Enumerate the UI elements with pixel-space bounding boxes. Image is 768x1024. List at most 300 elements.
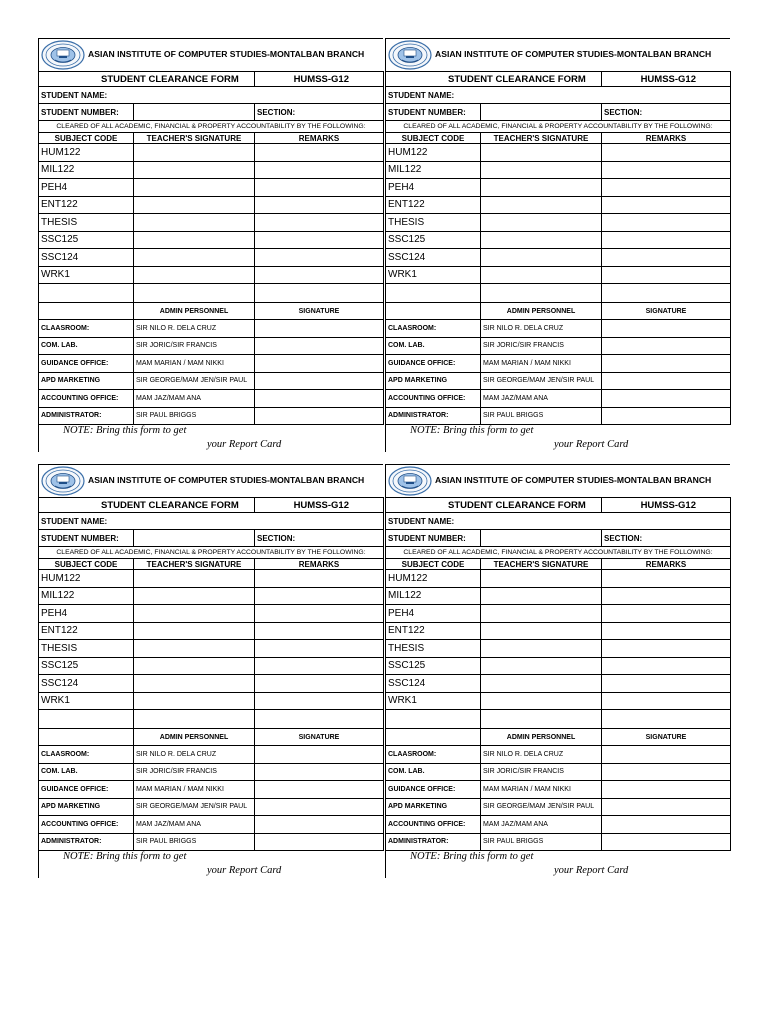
- blank-cell: [134, 284, 255, 303]
- blank-cell: [386, 729, 481, 746]
- admin-office: COM. LAB.: [386, 337, 481, 355]
- admin-row: [39, 390, 384, 408]
- cleared-statement: CLEARED OF ALL ACADEMIC, FINANCIAL & PROPERTY ACCOUNTABILITY BY THE FOLLOWING:: [39, 547, 384, 559]
- teacher-signature-field[interactable]: [134, 640, 255, 658]
- remarks-field[interactable]: [602, 570, 731, 588]
- subject-code: PEH4: [386, 605, 481, 623]
- admin-row: [39, 833, 384, 851]
- remarks-header: REMARKS: [602, 133, 731, 144]
- subject-code-header: SUBJECT CODE: [386, 559, 481, 570]
- blank-cell: [39, 303, 134, 320]
- subject-code: HUM122: [386, 570, 481, 588]
- subject-row: [386, 657, 731, 675]
- remarks-field[interactable]: [602, 179, 731, 197]
- remarks-field[interactable]: [255, 266, 384, 284]
- admin-personnel: SIR JORIC/SIR FRANCIS: [134, 337, 255, 355]
- remarks-field[interactable]: [255, 675, 384, 693]
- teacher-signature-field[interactable]: [134, 214, 255, 232]
- school-seal-icon: [41, 40, 85, 70]
- admin-signature-field[interactable]: [602, 746, 731, 764]
- admin-signature-field[interactable]: [255, 798, 384, 816]
- remarks-field[interactable]: [602, 144, 731, 162]
- student-number-field[interactable]: [134, 530, 255, 547]
- blank-cell: [255, 710, 384, 729]
- clearance-table: [38, 71, 384, 425]
- remarks-field[interactable]: [255, 657, 384, 675]
- remarks-field[interactable]: [602, 161, 731, 179]
- form-title: STUDENT CLEARANCE FORM: [386, 72, 602, 87]
- subject-code: THESIS: [386, 640, 481, 658]
- teacher-signature-field[interactable]: [481, 570, 602, 588]
- teacher-signature-field[interactable]: [481, 161, 602, 179]
- admin-row: [386, 746, 731, 764]
- form-title: STUDENT CLEARANCE FORM: [39, 72, 255, 87]
- note-line-1: NOTE: Bring this form to get: [63, 851, 187, 862]
- student-number-label: STUDENT NUMBER:: [39, 104, 134, 121]
- remarks-field[interactable]: [255, 640, 384, 658]
- subject-code: THESIS: [39, 640, 134, 658]
- student-number-label: STUDENT NUMBER:: [39, 530, 134, 547]
- teacher-signature-field[interactable]: [481, 640, 602, 658]
- admin-signature-field[interactable]: [602, 355, 731, 373]
- clearance-form-1: [38, 38, 383, 452]
- note-line-1: NOTE: Bring this form to get: [410, 425, 534, 436]
- section-label: SECTION:: [602, 530, 731, 547]
- admin-row: [39, 320, 384, 338]
- subject-code: SSC124: [39, 249, 134, 267]
- subject-code: THESIS: [39, 214, 134, 232]
- school-name: ASIAN INSTITUTE OF COMPUTER STUDIES-MONTALBAN BRANCH: [88, 475, 365, 485]
- student-number-field[interactable]: [481, 104, 602, 121]
- remarks-field[interactable]: [255, 570, 384, 588]
- remarks-header: REMARKS: [255, 559, 384, 570]
- clearance-form-4: [385, 464, 730, 878]
- admin-signature-field[interactable]: [255, 320, 384, 338]
- teacher-signature-field[interactable]: [481, 214, 602, 232]
- teacher-signature-field[interactable]: [481, 249, 602, 267]
- subject-row: [386, 144, 731, 162]
- admin-row: [386, 320, 731, 338]
- admin-office: CLAASROOM:: [39, 320, 134, 338]
- school-seal-icon: [41, 466, 85, 496]
- teacher-signature-field[interactable]: [134, 622, 255, 640]
- blank-cell: [39, 710, 134, 729]
- subject-row: [386, 570, 731, 588]
- form-header: [38, 38, 383, 71]
- subject-row: [386, 266, 731, 284]
- subject-code: THESIS: [386, 214, 481, 232]
- remarks-field[interactable]: [255, 605, 384, 623]
- teacher-signature-field[interactable]: [481, 231, 602, 249]
- admin-row: [39, 798, 384, 816]
- admin-office: ADMINISTRATOR:: [39, 407, 134, 425]
- section-label: SECTION:: [602, 104, 731, 121]
- admin-office: COM. LAB.: [39, 763, 134, 781]
- admin-row: [386, 781, 731, 799]
- admin-personnel: SIR JORIC/SIR FRANCIS: [481, 763, 602, 781]
- admin-personnel: MAM MARIAN / MAM NIKKI: [134, 355, 255, 373]
- subject-row: [386, 605, 731, 623]
- remarks-field[interactable]: [602, 675, 731, 693]
- remarks-field[interactable]: [602, 249, 731, 267]
- admin-signature-field[interactable]: [602, 407, 731, 425]
- remarks-field[interactable]: [602, 622, 731, 640]
- subject-code: SSC125: [39, 657, 134, 675]
- admin-office: ADMINISTRATOR:: [386, 407, 481, 425]
- subject-row: [39, 266, 384, 284]
- admin-row: [386, 355, 731, 373]
- admin-row: [39, 407, 384, 425]
- admin-personnel-header: ADMIN PERSONNEL: [134, 303, 255, 320]
- admin-office: COM. LAB.: [39, 337, 134, 355]
- teacher-signature-header: TEACHER'S SIGNATURE: [481, 559, 602, 570]
- teacher-signature-field[interactable]: [134, 231, 255, 249]
- school-name: ASIAN INSTITUTE OF COMPUTER STUDIES-MONTALBAN BRANCH: [88, 49, 365, 59]
- subject-code: ENT122: [39, 196, 134, 214]
- section-label: SECTION:: [255, 104, 384, 121]
- remarks-field[interactable]: [255, 231, 384, 249]
- teacher-signature-field[interactable]: [481, 144, 602, 162]
- subject-code: WRK1: [386, 266, 481, 284]
- subject-row: [39, 249, 384, 267]
- admin-signature-field[interactable]: [255, 746, 384, 764]
- teacher-signature-field[interactable]: [134, 161, 255, 179]
- teacher-signature-field[interactable]: [134, 266, 255, 284]
- student-name-label: STUDENT NAME:: [39, 87, 384, 104]
- remarks-field[interactable]: [255, 161, 384, 179]
- admin-personnel-header: ADMIN PERSONNEL: [481, 303, 602, 320]
- teacher-signature-field[interactable]: [134, 587, 255, 605]
- admin-office: GUIDANCE OFFICE:: [386, 781, 481, 799]
- form-header: [385, 464, 730, 497]
- note-line-2: your Report Card: [554, 439, 629, 450]
- subject-row: [39, 587, 384, 605]
- admin-personnel: MAM JAZ/MAM ANA: [134, 390, 255, 408]
- blank-cell: [602, 284, 731, 303]
- remarks-header: REMARKS: [602, 559, 731, 570]
- teacher-signature-field[interactable]: [481, 622, 602, 640]
- subject-code-header: SUBJECT CODE: [386, 133, 481, 144]
- admin-row: [386, 390, 731, 408]
- admin-row: [386, 763, 731, 781]
- subject-code: HUM122: [39, 144, 134, 162]
- admin-personnel: MAM JAZ/MAM ANA: [481, 390, 602, 408]
- teacher-signature-field[interactable]: [134, 144, 255, 162]
- subject-code: SSC124: [39, 675, 134, 693]
- subject-code: PEH4: [39, 179, 134, 197]
- admin-office: CLAASROOM:: [386, 320, 481, 338]
- admin-personnel: SIR PAUL BRIGGS: [134, 833, 255, 851]
- subject-code: PEH4: [39, 605, 134, 623]
- blank-cell: [134, 710, 255, 729]
- admin-personnel-header: ADMIN PERSONNEL: [481, 729, 602, 746]
- admin-office: ACCOUNTING OFFICE:: [39, 390, 134, 408]
- admin-row: [39, 372, 384, 390]
- form-code: HUMSS-G12: [255, 498, 384, 513]
- note-line-2: your Report Card: [554, 865, 629, 876]
- note-line-2: your Report Card: [207, 439, 282, 450]
- admin-office: ADMINISTRATOR:: [386, 833, 481, 851]
- admin-office: CLAASROOM:: [39, 746, 134, 764]
- admin-office: GUIDANCE OFFICE:: [39, 781, 134, 799]
- admin-personnel: SIR PAUL BRIGGS: [481, 833, 602, 851]
- admin-signature-field[interactable]: [602, 798, 731, 816]
- subject-code: WRK1: [386, 692, 481, 710]
- student-name-label: STUDENT NAME:: [386, 513, 731, 530]
- admin-personnel-header: ADMIN PERSONNEL: [134, 729, 255, 746]
- teacher-signature-field[interactable]: [481, 266, 602, 284]
- remarks-field[interactable]: [255, 179, 384, 197]
- student-number-label: STUDENT NUMBER:: [386, 530, 481, 547]
- blank-cell: [481, 284, 602, 303]
- form-note: [38, 851, 383, 878]
- subject-code: ENT122: [386, 622, 481, 640]
- admin-signature-field[interactable]: [255, 816, 384, 834]
- teacher-signature-field[interactable]: [134, 675, 255, 693]
- blank-cell: [386, 710, 481, 729]
- subject-code: SSC125: [386, 657, 481, 675]
- admin-row: [39, 816, 384, 834]
- admin-signature-field[interactable]: [602, 320, 731, 338]
- admin-signature-field[interactable]: [255, 781, 384, 799]
- subject-row: [39, 657, 384, 675]
- remarks-field[interactable]: [255, 214, 384, 232]
- admin-signature-field[interactable]: [602, 781, 731, 799]
- admin-row: [386, 798, 731, 816]
- subject-row: [386, 675, 731, 693]
- teacher-signature-header: TEACHER'S SIGNATURE: [134, 133, 255, 144]
- admin-signature-field[interactable]: [602, 833, 731, 851]
- blank-cell: [481, 710, 602, 729]
- blank-cell: [39, 284, 134, 303]
- blank-cell: [386, 303, 481, 320]
- school-seal-icon: [388, 466, 432, 496]
- student-number-field[interactable]: [481, 530, 602, 547]
- student-number-label: STUDENT NUMBER:: [386, 104, 481, 121]
- form-code: HUMSS-G12: [255, 72, 384, 87]
- subject-row: [39, 640, 384, 658]
- subject-row: [39, 675, 384, 693]
- form-code: HUMSS-G12: [602, 498, 731, 513]
- subject-code: SSC124: [386, 249, 481, 267]
- subject-row: [386, 587, 731, 605]
- admin-personnel: MAM MARIAN / MAM NIKKI: [481, 781, 602, 799]
- teacher-signature-field[interactable]: [481, 605, 602, 623]
- admin-personnel: SIR JORIC/SIR FRANCIS: [481, 337, 602, 355]
- note-line-2: your Report Card: [207, 865, 282, 876]
- subject-code: SSC125: [39, 231, 134, 249]
- teacher-signature-header: TEACHER'S SIGNATURE: [134, 559, 255, 570]
- teacher-signature-field[interactable]: [481, 692, 602, 710]
- form-note: [385, 425, 730, 452]
- admin-personnel: SIR NILO R. DELA CRUZ: [134, 320, 255, 338]
- form-note: [385, 851, 730, 878]
- teacher-signature-field[interactable]: [481, 657, 602, 675]
- subject-row: [39, 231, 384, 249]
- subject-code: SSC125: [386, 231, 481, 249]
- admin-signature-field[interactable]: [602, 372, 731, 390]
- admin-office: APD MARKETING: [386, 372, 481, 390]
- remarks-field[interactable]: [255, 622, 384, 640]
- admin-row: [386, 372, 731, 390]
- remarks-field[interactable]: [255, 587, 384, 605]
- teacher-signature-field[interactable]: [481, 675, 602, 693]
- remarks-field[interactable]: [602, 231, 731, 249]
- admin-personnel: SIR GEORGE/MAM JEN/SIR PAUL: [481, 372, 602, 390]
- note-line-1: NOTE: Bring this form to get: [63, 425, 187, 436]
- admin-office: GUIDANCE OFFICE:: [39, 355, 134, 373]
- clearance-form-2: [385, 38, 730, 452]
- subject-row: [386, 161, 731, 179]
- admin-row: [39, 746, 384, 764]
- blank-cell: [255, 284, 384, 303]
- teacher-signature-header: TEACHER'S SIGNATURE: [481, 133, 602, 144]
- admin-personnel: SIR GEORGE/MAM JEN/SIR PAUL: [481, 798, 602, 816]
- subject-row: [386, 622, 731, 640]
- admin-row: [39, 763, 384, 781]
- remarks-field[interactable]: [602, 266, 731, 284]
- subject-code-header: SUBJECT CODE: [39, 559, 134, 570]
- admin-personnel: MAM JAZ/MAM ANA: [134, 816, 255, 834]
- student-number-field[interactable]: [134, 104, 255, 121]
- subject-code: HUM122: [39, 570, 134, 588]
- admin-personnel: SIR NILO R. DELA CRUZ: [481, 746, 602, 764]
- admin-signature-header: SIGNATURE: [255, 729, 384, 746]
- form-header: [38, 464, 383, 497]
- remarks-field[interactable]: [602, 692, 731, 710]
- teacher-signature-field[interactable]: [134, 657, 255, 675]
- subject-row: [386, 249, 731, 267]
- subject-row: [39, 214, 384, 232]
- admin-signature-field[interactable]: [255, 833, 384, 851]
- clearance-table: [385, 497, 731, 851]
- remarks-field[interactable]: [255, 144, 384, 162]
- remarks-header: REMARKS: [255, 133, 384, 144]
- admin-personnel: SIR JORIC/SIR FRANCIS: [134, 763, 255, 781]
- subject-code: MIL122: [39, 161, 134, 179]
- student-name-label: STUDENT NAME:: [39, 513, 384, 530]
- remarks-field[interactable]: [602, 587, 731, 605]
- teacher-signature-field[interactable]: [134, 196, 255, 214]
- remarks-field[interactable]: [255, 196, 384, 214]
- remarks-field[interactable]: [602, 605, 731, 623]
- subject-row: [39, 144, 384, 162]
- admin-signature-header: SIGNATURE: [602, 729, 731, 746]
- admin-office: ACCOUNTING OFFICE:: [386, 816, 481, 834]
- subject-row: [39, 196, 384, 214]
- admin-personnel: MAM JAZ/MAM ANA: [481, 816, 602, 834]
- subject-code-header: SUBJECT CODE: [39, 133, 134, 144]
- cleared-statement: CLEARED OF ALL ACADEMIC, FINANCIAL & PROPERTY ACCOUNTABILITY BY THE FOLLOWING:: [386, 121, 731, 133]
- admin-row: [386, 833, 731, 851]
- teacher-signature-field[interactable]: [481, 196, 602, 214]
- subject-code: MIL122: [386, 161, 481, 179]
- teacher-signature-field[interactable]: [481, 179, 602, 197]
- admin-row: [386, 337, 731, 355]
- admin-row: [39, 781, 384, 799]
- subject-code: ENT122: [39, 622, 134, 640]
- form-title: STUDENT CLEARANCE FORM: [386, 498, 602, 513]
- admin-row: [39, 355, 384, 373]
- admin-signature-field[interactable]: [255, 407, 384, 425]
- admin-signature-field[interactable]: [255, 355, 384, 373]
- subject-row: [386, 179, 731, 197]
- school-seal-icon: [388, 40, 432, 70]
- subject-code: PEH4: [386, 179, 481, 197]
- admin-personnel: SIR GEORGE/MAM JEN/SIR PAUL: [134, 372, 255, 390]
- remarks-field[interactable]: [602, 640, 731, 658]
- blank-cell: [602, 710, 731, 729]
- form-title: STUDENT CLEARANCE FORM: [39, 498, 255, 513]
- form-note: [38, 425, 383, 452]
- form-header: [385, 38, 730, 71]
- admin-personnel: SIR PAUL BRIGGS: [481, 407, 602, 425]
- admin-office: APD MARKETING: [39, 798, 134, 816]
- remarks-field[interactable]: [255, 249, 384, 267]
- admin-office: GUIDANCE OFFICE:: [386, 355, 481, 373]
- subject-row: [39, 161, 384, 179]
- admin-personnel: SIR NILO R. DELA CRUZ: [481, 320, 602, 338]
- subject-code: SSC124: [386, 675, 481, 693]
- teacher-signature-field[interactable]: [134, 249, 255, 267]
- teacher-signature-field[interactable]: [481, 587, 602, 605]
- school-name: ASIAN INSTITUTE OF COMPUTER STUDIES-MONTALBAN BRANCH: [435, 49, 712, 59]
- subject-row: [386, 231, 731, 249]
- student-name-label: STUDENT NAME:: [386, 87, 731, 104]
- admin-personnel: MAM MARIAN / MAM NIKKI: [134, 781, 255, 799]
- section-label: SECTION:: [255, 530, 384, 547]
- admin-office: APD MARKETING: [39, 372, 134, 390]
- admin-personnel: SIR PAUL BRIGGS: [134, 407, 255, 425]
- admin-office: ACCOUNTING OFFICE:: [39, 816, 134, 834]
- teacher-signature-field[interactable]: [134, 570, 255, 588]
- teacher-signature-field[interactable]: [134, 179, 255, 197]
- blank-cell: [386, 284, 481, 303]
- clearance-form-3: [38, 464, 383, 878]
- teacher-signature-field[interactable]: [134, 605, 255, 623]
- admin-signature-field[interactable]: [255, 763, 384, 781]
- admin-signature-field[interactable]: [602, 763, 731, 781]
- subject-code: WRK1: [39, 266, 134, 284]
- subject-row: [39, 622, 384, 640]
- remarks-field[interactable]: [602, 657, 731, 675]
- teacher-signature-field[interactable]: [134, 692, 255, 710]
- clearance-table: [38, 497, 384, 851]
- subject-row: [39, 570, 384, 588]
- admin-personnel: SIR GEORGE/MAM JEN/SIR PAUL: [134, 798, 255, 816]
- remarks-field[interactable]: [255, 692, 384, 710]
- form-code: HUMSS-G12: [602, 72, 731, 87]
- admin-row: [386, 407, 731, 425]
- admin-signature-field[interactable]: [602, 816, 731, 834]
- admin-office: ACCOUNTING OFFICE:: [386, 390, 481, 408]
- admin-signature-field[interactable]: [255, 390, 384, 408]
- admin-row: [39, 337, 384, 355]
- admin-signature-field[interactable]: [255, 337, 384, 355]
- blank-cell: [39, 729, 134, 746]
- admin-signature-field[interactable]: [602, 390, 731, 408]
- remarks-field[interactable]: [602, 196, 731, 214]
- admin-signature-field[interactable]: [255, 372, 384, 390]
- admin-office: APD MARKETING: [386, 798, 481, 816]
- admin-office: COM. LAB.: [386, 763, 481, 781]
- cleared-statement: CLEARED OF ALL ACADEMIC, FINANCIAL & PROPERTY ACCOUNTABILITY BY THE FOLLOWING:: [386, 547, 731, 559]
- admin-signature-header: SIGNATURE: [602, 303, 731, 320]
- subject-row: [386, 196, 731, 214]
- note-line-1: NOTE: Bring this form to get: [410, 851, 534, 862]
- admin-signature-field[interactable]: [602, 337, 731, 355]
- remarks-field[interactable]: [602, 214, 731, 232]
